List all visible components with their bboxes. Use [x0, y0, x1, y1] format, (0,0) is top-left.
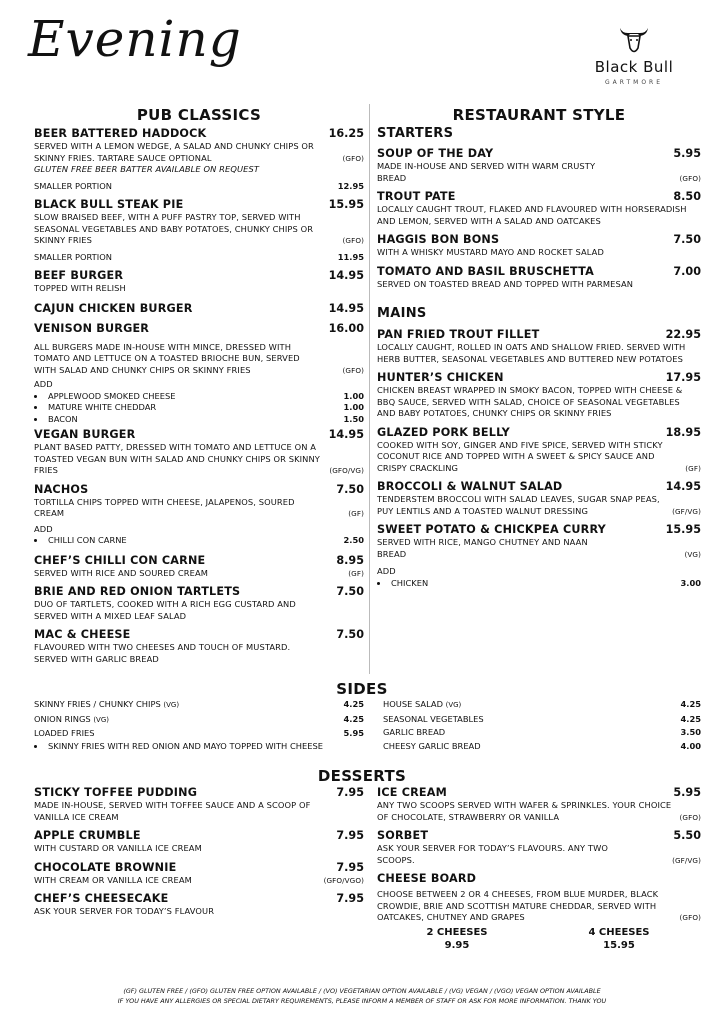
addon-item: • CHILLI CON CARNE 2.50 [46, 535, 364, 547]
menu-item-tartlets [34, 585, 364, 622]
side-item: LOADED FRIES 5.95 [34, 728, 364, 738]
footer-allergy-note: IF YOU HAVE ANY ALLERGIES OR SPECIAL DIETARY REQUIREMENTS, PLEASE INFORM A MEMBER OF STAFF OR ASK FOR MORE INFORMATION. THANK YOU [117, 997, 607, 1005]
menu-item-curry [377, 523, 701, 589]
dietary-tag: (GFO) [342, 153, 364, 163]
footer-legend [0, 986, 724, 1006]
item-name: NACHOS [34, 482, 89, 496]
restaurant-style-heading: RESTAURANT STYLE [452, 106, 626, 124]
dietary-tag: (GF) [685, 463, 701, 473]
addon-item: • SKINNY FRIES WITH RED ONION AND MAYO TOPPED WITH CHEESE [46, 741, 324, 753]
dietary-tag: (GFO) [342, 365, 364, 375]
menu-item-haddock [34, 127, 364, 192]
dietary-tag: (GF) [348, 509, 364, 518]
item-price: 5.95 [673, 786, 701, 799]
sides-right-list [383, 698, 701, 753]
dessert-item-cheesecake [34, 892, 364, 918]
desserts-left [34, 786, 364, 918]
menu-item-vegan-burger [34, 428, 364, 477]
dietary-tag: (GF/VG) [672, 855, 701, 865]
menu-item-trout-fillet [377, 328, 701, 365]
item-name: PAN FRIED TROUT FILLET [377, 328, 540, 341]
item-name: CHEF’S CHILLI CON CARNE [34, 553, 206, 567]
menu-item-haggis [377, 233, 701, 259]
dietary-tag: (GFO) [679, 812, 701, 822]
item-name: SWEET POTATO & CHICKPEA CURRY [377, 523, 606, 536]
item-price: 15.95 [665, 523, 701, 536]
item-price: 16.00 [328, 321, 364, 335]
item-description: ASK YOUR SERVER FOR TODAY’S FLAVOUR [34, 906, 215, 916]
item-price: 7.95 [336, 860, 364, 874]
menu-item-hunters-chicken [377, 371, 701, 420]
item-name: BRIE AND RED ONION TARTLETS [34, 585, 241, 598]
item-description: MADE IN-HOUSE AND SERVED WITH WARM CRUSTY BREAD (GFO) [377, 161, 701, 183]
item-name: CAJUN CHICKEN BURGER [34, 301, 193, 315]
item-description: ASK YOUR SERVER FOR TODAY’S FLAVOURS. ANY TWO SCOOPS. (GF/VG) [377, 843, 701, 865]
item-description: SERVED ON TOASTED BREAD AND TOPPED WITH PARMESAN [377, 278, 634, 289]
item-price: 14.95 [665, 480, 701, 493]
item-price: 7.50 [336, 628, 364, 641]
desserts-right [377, 786, 701, 954]
addon-list [34, 391, 364, 426]
dessert-item-sorbet [377, 829, 701, 866]
dessert-item-toffee [34, 786, 364, 823]
item-price: 7.00 [673, 264, 701, 278]
restaurant-style-section [377, 106, 701, 589]
side-item: ONION RINGS (VG) 4.25 [34, 713, 364, 724]
addon-list [377, 578, 701, 590]
add-label: ADD [377, 566, 396, 576]
item-note: GLUTEN FREE BEER BATTER AVAILABLE ON REQUEST [34, 164, 260, 174]
item-description: DUO OF TARTLETS, COOKED WITH A RICH EGG CUSTARD AND SERVED WITH A MIXED LEAF SALAD [34, 599, 296, 621]
dietary-tag: (GFO/VGO) [323, 875, 364, 885]
item-price: 7.50 [673, 233, 701, 246]
item-name: BEEF BURGER [34, 269, 124, 282]
column-divider [369, 104, 370, 674]
item-price: 8.95 [336, 553, 364, 567]
item-description: TORTILLA CHIPS TOPPED WITH CHEESE, JALAPENOS, SOURED CREAM (GF) [34, 496, 364, 518]
brand-logo [574, 26, 694, 86]
item-price: 15.95 [328, 198, 364, 211]
item-price: 7.50 [336, 482, 364, 496]
item-description: SERVED WITH RICE, MANGO CHUTNEY AND NAAN BREAD (VG) [377, 537, 701, 559]
desserts-heading: DESSERTS [317, 767, 407, 785]
dessert-item-ice-cream [377, 786, 701, 823]
item-price: 7.95 [336, 892, 364, 905]
menu-item-soup [377, 147, 701, 184]
menu-item-pork-belly [377, 426, 701, 475]
item-name: CHEF’S CHEESECAKE [34, 892, 169, 905]
add-label: ADD [34, 523, 53, 534]
menu-item-mac-cheese [34, 628, 364, 665]
item-price: 14.95 [328, 301, 364, 315]
item-price: 7.95 [336, 829, 364, 842]
dessert-item-crumble [34, 829, 364, 855]
item-price: 5.95 [673, 147, 701, 160]
item-name: ICE CREAM [377, 786, 447, 799]
dessert-item-brownie [34, 861, 364, 887]
item-name: CHOCOLATE BROWNIE [34, 860, 177, 874]
item-description: ANY TWO SCOOPS SERVED WITH WAFER & SPRINKLES. YOUR CHOICE OF CHOCOLATE, STRAWBERRY OR VANILLA (GFO) [377, 800, 701, 822]
item-price: 7.95 [336, 786, 364, 799]
item-description: SLOW BRAISED BEEF, WITH A PUFF PASTRY TOP, SERVED WITH SEASONAL VEGETABLES AND BABY POTATOES, CHUNKY CHIPS OR SKINNY FRIES (GFO) [34, 212, 364, 245]
bull-head-icon [617, 26, 651, 56]
dietary-tag: (VG) [684, 549, 701, 559]
menu-item-chilli [34, 554, 364, 580]
item-description: LOCALLY CAUGHT, ROLLED IN OATS AND SHALLOW FRIED. SERVED WITH HERB BUTTER, SEASONAL VEGETABLES AND BUTTERED NEW POTATOES [377, 342, 686, 364]
item-description: LOCALLY CAUGHT TROUT, FLAKED AND FLAVOURED WITH HORSERADISH AND LEMON, SERVED WITH A SALAD AND OATCAKES [377, 204, 687, 226]
item-name: TOMATO AND BASIL BRUSCHETTA [377, 264, 594, 278]
side-item: HOUSE SALAD (VG) 4.25 [383, 699, 701, 709]
side-item: SEASONAL VEGETABLES 4.25 [383, 713, 701, 724]
logo-subtitle: GARTMORE [604, 79, 663, 86]
menu-title: Evening [28, 10, 242, 68]
item-name: BROCCOLI & WALNUT SALAD [377, 480, 563, 493]
item-name: HAGGIS BON BONS [377, 233, 500, 246]
item-description: WITH A WHISKY MUSTARD MAYO AND ROCKET SALAD [377, 247, 604, 257]
menu-item-venison-burger [34, 322, 364, 336]
footer-dietary-legend: (GF) GLUTEN FREE / (GFO) GLUTEN FREE OPTION AVAILABLE / (VO) VEGETARIAN OPTION AVAILABLE / (VG) VEGAN / (VGO) VEGAN OPTION AVAILABLE [123, 987, 601, 995]
item-name: HUNTER’S CHICKEN [377, 371, 504, 384]
addon-item: • MATURE WHITE CHEDDAR 1.00 [46, 402, 364, 414]
item-description: TOPPED WITH RELISH [34, 283, 126, 293]
addon-item: • BACON 1.50 [46, 414, 364, 426]
item-description: SERVED WITH A LEMON WEDGE, A SALAD AND CHUNKY CHIPS OR SKINNY FRIES. TARTARE SAUCE OPTIONAL (GFO) [34, 141, 364, 163]
item-price: 8.50 [673, 190, 701, 203]
dietary-tag: (GF/VG) [672, 506, 701, 516]
dessert-item-cheese-board [377, 872, 701, 954]
item-description: CHICKEN BREAST WRAPPED IN SMOKY BACON, TOPPED WITH CHEESE & BBQ SAUCE, SERVED WITH SALAD, CHOICE OF SEASONAL VEGETABLES AND BABY POTATOES, CHUNKY CHIPS OR SKINNY FRIES [377, 385, 683, 418]
item-name: BEER BATTERED HADDOCK [34, 127, 207, 140]
item-description: FLAVOURED WITH TWO CHEESES AND TOUCH OF MUSTARD. SERVED WITH GARLIC BREAD [34, 642, 291, 664]
addon-item: • APPLEWOOD SMOKED CHEESE 1.00 [46, 391, 364, 403]
item-price: 5.50 [673, 829, 701, 842]
cheese-option-2: 2 CHEESES 9.95 [426, 926, 488, 951]
menu-item-cajun-burger [34, 302, 364, 316]
starters-heading: STARTERS [377, 126, 454, 141]
dietary-tag: (GFO/VG) [329, 466, 364, 475]
item-price: 18.95 [665, 425, 701, 439]
side-item: GARLIC BREAD 3.50 [383, 727, 701, 737]
sides-left-list [34, 698, 364, 752]
logo-brand: Black Bull [594, 58, 674, 76]
addon-item: • CHICKEN 3.00 [389, 578, 701, 590]
pub-classics-section [34, 106, 364, 665]
dietary-tag: (GFO) [679, 913, 701, 922]
mains-heading: MAINS [377, 306, 427, 321]
item-description: MADE IN-HOUSE, SERVED WITH TOFFEE SAUCE AND A SCOOP OF VANILLA ICE CREAM [34, 800, 311, 822]
cheese-board-options [377, 926, 701, 954]
menu-item-steak-pie [34, 198, 364, 263]
item-description: WITH CREAM OR VANILLA ICE CREAM (GFO/VGO) [34, 874, 364, 885]
item-description: WITH CUSTARD OR VANILLA ICE CREAM [34, 843, 202, 853]
item-name: STICKY TOFFEE PUDDING [34, 786, 198, 799]
item-price: 22.95 [665, 328, 701, 341]
burgers-note [34, 342, 364, 426]
smaller-portion: SMALLER PORTION 11.95 [34, 251, 364, 262]
item-description: ALL BURGERS MADE IN-HOUSE WITH MINCE, DRESSED WITH TOMATO AND LETTUCE ON A TOASTED BRIOCHE BUN, SERVED WITH SALAD AND CHUNKY CHIPS OR SKINNY FRIES (GFO) [34, 341, 364, 375]
item-name: APPLE CRUMBLE [34, 829, 141, 842]
item-name: CHEESE BOARD [377, 872, 477, 885]
menu-item-broccoli-salad [377, 480, 701, 517]
item-name: SOUP OF THE DAY [377, 147, 494, 160]
item-price: 16.25 [328, 127, 364, 140]
menu-item-beef-burger [34, 269, 364, 295]
item-price: 14.95 [328, 428, 364, 441]
cheese-option-4: 4 CHEESES 15.95 [588, 926, 650, 951]
add-label: ADD [34, 379, 53, 389]
item-name: TROUT PATE [377, 190, 456, 203]
item-description: TENDERSTEM BROCCOLI WITH SALAD LEAVES, SUGAR SNAP PEAS, PUY LENTILS AND A TOASTED WALNUT DRESSING (GF/VG) [377, 494, 701, 516]
smaller-portion: SMALLER PORTION 12.95 [34, 180, 364, 191]
item-name: GLAZED PORK BELLY [377, 425, 510, 439]
menu-item-nachos [34, 483, 364, 547]
side-item: CHEESY GARLIC BREAD 4.00 [383, 740, 701, 751]
dietary-tag: (GFO) [679, 173, 701, 183]
item-description: COOKED WITH SOY, GINGER AND FIVE SPICE, SERVED WITH STICKY COCONUT RICE AND TOPPED WITH A SWEET & SPICY SAUCE AND CRISPY CRACKLING (GF) [377, 439, 701, 473]
dietary-tag: (GF) [348, 568, 364, 578]
item-description: CHOOSE BETWEEN 2 OR 4 CHEESES, FROM BLUE MURDER, BLACK CROWDIE, BRIE AND SCOTTISH MATURE CHEDDAR, SERVED WITH OATCAKES, CHUTNEY AND GRAPES (GFO) [377, 889, 701, 922]
addon-list [34, 535, 364, 547]
item-price: 14.95 [328, 269, 364, 282]
item-name: VEGAN BURGER [34, 428, 136, 441]
loaded-fries-detail [34, 741, 364, 753]
dietary-tag: (GFO) [342, 236, 364, 245]
item-description: SERVED WITH RICE AND SOURED CREAM (GF) [34, 567, 364, 578]
item-price: 17.95 [665, 371, 701, 384]
pub-classics-heading: PUB CLASSICS [136, 106, 262, 124]
sides-heading: SIDES [336, 680, 388, 698]
item-price: 7.50 [336, 585, 364, 598]
item-name: MAC & CHEESE [34, 628, 131, 641]
item-description: PLANT BASED PATTY, DRESSED WITH TOMATO AND LETTUCE ON A TOASTED VEGAN BUN WITH SALAD AND CHUNKY CHIPS OR SKINNY FRIES (GFO/VG) [34, 442, 364, 475]
menu-item-bruschetta [377, 265, 701, 291]
item-name: SORBET [377, 829, 429, 842]
item-name: VENISON BURGER [34, 321, 150, 335]
item-name: BLACK BULL STEAK PIE [34, 198, 184, 211]
side-item: SKINNY FRIES / CHUNKY CHIPS (VG) 4.25 [34, 699, 364, 709]
menu-item-trout-pate [377, 190, 701, 227]
